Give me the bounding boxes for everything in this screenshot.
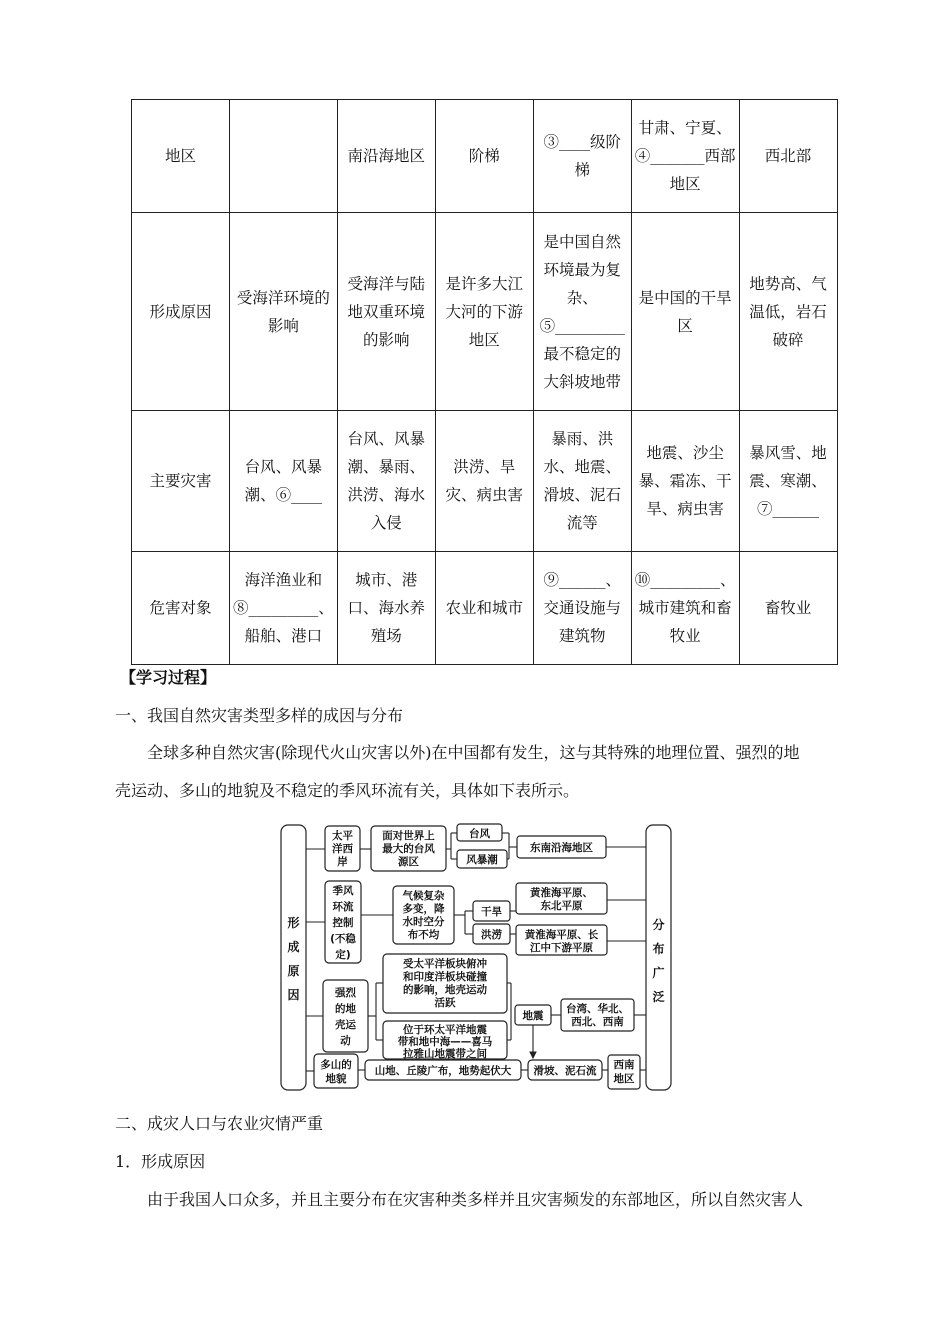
diagram-text: 活跃 bbox=[434, 997, 456, 1009]
diagram-text: 太平 bbox=[332, 830, 353, 842]
table-cell bbox=[230, 100, 338, 213]
diagram-text: 东南沿海地区 bbox=[530, 842, 593, 854]
diagram-text: 台风 bbox=[469, 828, 490, 840]
table-cell: 地势高、气温低，岩石破碎 bbox=[739, 213, 837, 411]
diagram-text: 洋西 bbox=[332, 843, 353, 855]
table-cell: 主要灾害 bbox=[132, 411, 230, 552]
diagram-text: 动 bbox=[340, 1035, 351, 1047]
table-cell: 受海洋与陆地双重环境的影响 bbox=[337, 213, 435, 411]
table-cell: 西北部 bbox=[739, 100, 837, 213]
table-row bbox=[132, 411, 838, 552]
diagram-label: 形 bbox=[287, 916, 300, 930]
diagram-text: 强烈 bbox=[335, 987, 356, 999]
diagram-text: 东北平原 bbox=[540, 900, 583, 912]
table-cell: 危害对象 bbox=[132, 552, 230, 665]
cause-distribution-diagram bbox=[279, 817, 689, 1093]
diagram-text: (不稳 bbox=[330, 933, 356, 945]
table-cell: 暴风雪、地震、寒潮、⑦______ bbox=[739, 411, 837, 552]
table-cell: 形成原因 bbox=[132, 213, 230, 411]
diagram-text: 拉雅山地震带之间 bbox=[403, 1048, 487, 1060]
diagram-label: 因 bbox=[287, 988, 300, 1002]
heading-1: 一、我国自然灾害类型多样的成因与分布 bbox=[115, 706, 404, 725]
diagram-text: 位于环太平洋地震 bbox=[403, 1024, 487, 1036]
table-cell: ③____级阶梯 bbox=[533, 100, 631, 213]
diagram-text: 壳运 bbox=[335, 1019, 356, 1031]
diagram-text: 和印度洋板块碰撞 bbox=[403, 971, 487, 983]
diagram-label: 广 bbox=[652, 966, 665, 980]
diagram-text: 受太平洋板块俯冲 bbox=[403, 958, 487, 970]
table-cell: 受海洋环境的影响 bbox=[230, 213, 338, 411]
table-cell: 台风、风暴潮、⑥____ bbox=[230, 411, 338, 552]
table-cell: 畜牧业 bbox=[739, 552, 837, 665]
diagram-label: 分 bbox=[652, 918, 665, 932]
diagram-label: 成 bbox=[287, 940, 300, 954]
diagram-text: 水时空分 bbox=[402, 916, 445, 928]
diagram-text: 的地 bbox=[335, 1003, 356, 1015]
diagram-label: 原 bbox=[287, 964, 300, 978]
table-cell: ⑩_________、城市建筑和畜牧业 bbox=[631, 552, 739, 665]
paragraph-line: 壳运动、多山的地貌及不稳定的季风环流有关，具体如下表所示。 bbox=[115, 781, 580, 800]
diagram-text: 的影响，地壳运动 bbox=[403, 984, 487, 996]
diagram-text: 岸 bbox=[337, 856, 348, 868]
diagram-text: 洪涝 bbox=[481, 929, 502, 941]
table-cell: 台风、风暴潮、暴雨、洪涝、海水入侵 bbox=[337, 411, 435, 552]
diagram-text: 山地、丘陵广布，地势起伏大 bbox=[374, 1065, 512, 1077]
diagram-text: 控制 bbox=[332, 917, 354, 929]
diagram-text: 定) bbox=[335, 949, 351, 961]
table-row bbox=[132, 100, 838, 213]
table-cell: ⑨______、交通设施与建筑物 bbox=[533, 552, 631, 665]
table-cell: 农业和城市 bbox=[435, 552, 533, 665]
diagram-text: 地震 bbox=[522, 1010, 544, 1022]
diagram-text: 环流 bbox=[332, 901, 354, 913]
diagram-text: 风暴潮 bbox=[466, 854, 498, 866]
diagram-text: 源区 bbox=[398, 856, 419, 868]
table-cell: 地震、沙尘暴、霜冻、干旱、病虫害 bbox=[631, 411, 739, 552]
table-cell: 是中国自然环境最为复杂、⑤_________最不稳定的大斜坡地带 bbox=[533, 213, 631, 411]
table-cell: 是许多大江大河的下游地区 bbox=[435, 213, 533, 411]
diagram-text: 江中下游平原 bbox=[530, 942, 593, 954]
diagram-text: 滑坡、泥石流 bbox=[533, 1065, 597, 1077]
paragraph-line: 全球多种自然灾害(除现代火山灾害以外)在中国都有发生，这与其特殊的地理位置、强烈的地 bbox=[147, 743, 800, 762]
paragraph-line: 由于我国人口众多，并且主要分布在灾害种类多样并且灾害频发的东部地区，所以自然灾害人 bbox=[147, 1190, 804, 1209]
diagram-text: 地区 bbox=[613, 1073, 635, 1085]
table-cell: 暴雨、洪水、地震、滑坡、泥石流等 bbox=[533, 411, 631, 552]
diagram-text: 气候复杂 bbox=[402, 890, 445, 902]
table-cell: 是中国的干旱区 bbox=[631, 213, 739, 411]
table-cell: 洪涝、旱灾、病虫害 bbox=[435, 411, 533, 552]
table-cell: 地区 bbox=[132, 100, 230, 213]
heading-3: 1．形成原因 bbox=[115, 1152, 206, 1171]
diagram-text: 布不均 bbox=[407, 929, 440, 941]
table-cell: 阶梯 bbox=[435, 100, 533, 213]
diagram-label: 布 bbox=[652, 942, 665, 956]
heading-2: 二、成灾人口与农业灾情严重 bbox=[115, 1114, 324, 1133]
diagram-text: 多山的 bbox=[320, 1059, 352, 1071]
table-cell: 海洋渔业和⑧_________、船舶、港口 bbox=[230, 552, 338, 665]
right-label-box bbox=[646, 825, 671, 1090]
left-label-box bbox=[281, 825, 306, 1090]
diagram-text: 多变，降 bbox=[402, 903, 445, 915]
diagram-text: 黄淮海平原、长 bbox=[524, 929, 599, 941]
diagram-text: 西北、西南 bbox=[571, 1016, 624, 1028]
section-title: 【学习过程】 bbox=[120, 668, 217, 687]
diagram-text: 台湾、华北、 bbox=[566, 1003, 629, 1015]
diagram-text: 西南 bbox=[613, 1059, 635, 1071]
table-cell: 南沿海地区 bbox=[337, 100, 435, 213]
diagram-text: 黄淮海平原、 bbox=[530, 887, 593, 899]
diagram-label: 泛 bbox=[652, 990, 665, 1004]
region-disaster-table bbox=[131, 99, 838, 665]
table-row bbox=[132, 213, 838, 411]
table-cell: 城市、港口、海水养殖场 bbox=[337, 552, 435, 665]
table-row bbox=[132, 552, 838, 665]
diagram-text: 干旱 bbox=[481, 906, 502, 918]
diagram-text: 带和地中海——喜马 bbox=[397, 1036, 493, 1048]
diagram-text: 地貌 bbox=[325, 1073, 347, 1085]
diagram-text: 最大的台风 bbox=[382, 843, 435, 855]
table-cell: 甘肃、宁夏、④_______西部地区 bbox=[631, 100, 739, 213]
diagram-text: 面对世界上 bbox=[382, 830, 435, 842]
diagram-text: 季风 bbox=[332, 885, 354, 897]
